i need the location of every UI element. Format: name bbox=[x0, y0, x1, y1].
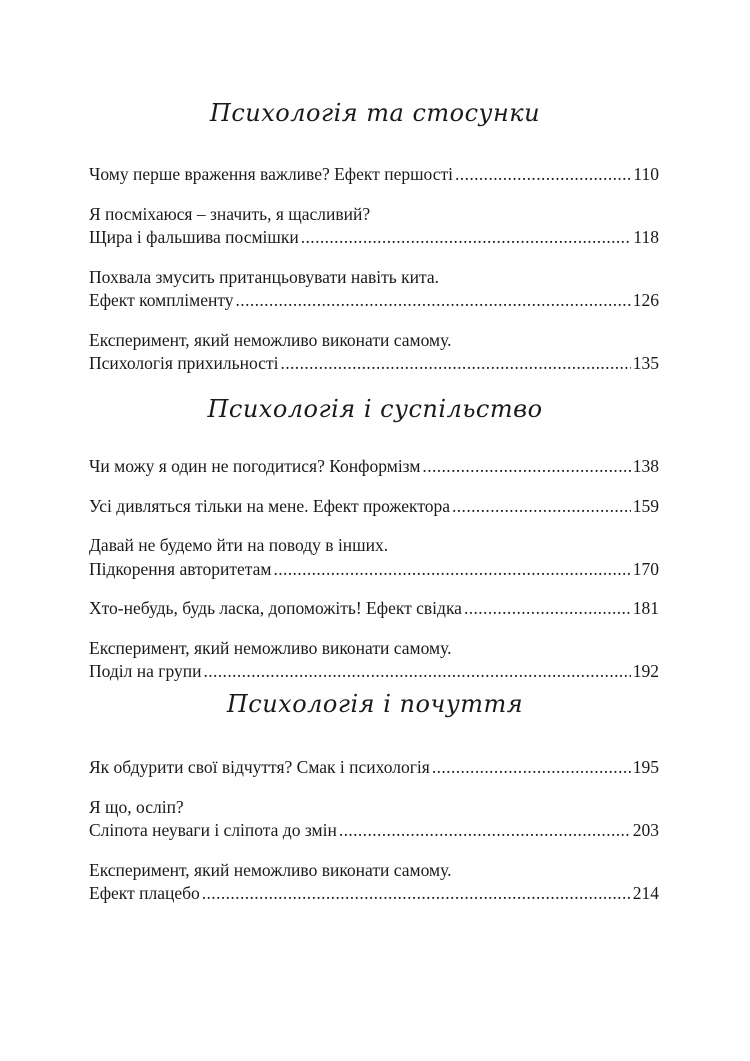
toc-entry-first-line: Давай не будемо йти на поводу в інших. bbox=[89, 535, 389, 555]
toc-entry-title: Ефект компліменту bbox=[89, 290, 234, 310]
page-number: 192 bbox=[632, 661, 659, 681]
toc-entry-first-line: Експеримент, який неможливо виконати самому. bbox=[89, 637, 452, 658]
toc-entry-title: Щира і фальшива посмішки bbox=[89, 227, 299, 247]
toc-entry-line bbox=[89, 819, 659, 843]
toc-entry-line bbox=[89, 455, 659, 479]
page-number: 135 bbox=[632, 353, 659, 373]
dot-leader bbox=[432, 756, 631, 780]
toc-entry-line bbox=[89, 882, 659, 906]
dot-leader bbox=[455, 163, 631, 187]
toc-entry[interactable] bbox=[89, 495, 659, 519]
section-title: Психологія і суспільство bbox=[207, 395, 543, 423]
toc-entry-line bbox=[89, 756, 659, 780]
toc-entry[interactable] bbox=[89, 597, 659, 621]
toc-section-list bbox=[89, 163, 659, 376]
page-number: 181 bbox=[632, 598, 659, 618]
toc-entry[interactable] bbox=[89, 756, 659, 780]
dot-leader bbox=[464, 597, 631, 621]
toc-entry[interactable] bbox=[89, 534, 659, 581]
page-number: 138 bbox=[632, 456, 659, 476]
dot-leader bbox=[452, 495, 631, 519]
toc-entry-line bbox=[89, 163, 659, 187]
page-number: 110 bbox=[633, 164, 659, 184]
section-title: Психологія і почуття bbox=[226, 690, 524, 718]
dot-leader bbox=[273, 558, 630, 582]
page-number: 170 bbox=[632, 558, 659, 579]
toc-entry-first-line: Експеримент, який неможливо виконати самому. bbox=[89, 859, 452, 880]
toc-entry[interactable] bbox=[89, 859, 659, 906]
toc-entry-title: Підкорення авторитетам bbox=[89, 558, 272, 579]
page-number: 214 bbox=[632, 883, 659, 903]
dot-leader bbox=[339, 819, 631, 843]
page-number: 195 bbox=[632, 757, 659, 777]
toc-entry-title: Сліпота неуваги і сліпота до змін bbox=[89, 820, 337, 840]
dot-leader bbox=[301, 226, 632, 250]
dot-leader bbox=[203, 660, 630, 684]
toc-entry[interactable] bbox=[89, 163, 659, 187]
toc-entry[interactable] bbox=[89, 796, 659, 843]
page-number: 159 bbox=[632, 495, 659, 516]
toc-entry-title: Як обдурити свої відчуття? Смак і психологія bbox=[89, 757, 430, 777]
toc-entry-title: Чому перше враження важливе? Ефект першості bbox=[89, 164, 454, 184]
toc-entry[interactable] bbox=[89, 203, 659, 250]
toc-entry[interactable] bbox=[89, 455, 659, 479]
toc-section-list bbox=[89, 756, 659, 906]
dot-leader bbox=[422, 455, 630, 479]
toc-entry-title: Психологія прихильності bbox=[89, 353, 279, 373]
toc-entry[interactable] bbox=[89, 637, 659, 684]
page-number: 203 bbox=[632, 820, 659, 840]
toc-entry-title: Усі дивляться тільки на мене. Ефект прожектора bbox=[89, 495, 450, 516]
toc-entry-first-line: Похвала змусить пританцьовувати навіть кита. bbox=[89, 266, 440, 287]
toc-entry-title: Поділ на групи bbox=[89, 661, 202, 681]
dot-leader bbox=[280, 352, 630, 376]
toc-entry[interactable] bbox=[89, 329, 659, 376]
toc-entry-line bbox=[89, 226, 659, 250]
toc-section-list bbox=[89, 455, 659, 684]
dot-leader bbox=[202, 882, 631, 906]
toc-entry-line bbox=[89, 352, 659, 376]
page-number: 126 bbox=[632, 290, 659, 310]
toc-entry-line bbox=[89, 289, 659, 313]
toc-entry-first-line: Я що, осліп? bbox=[89, 796, 184, 817]
toc-entry-line bbox=[89, 597, 659, 621]
toc-entry[interactable] bbox=[89, 266, 659, 313]
toc-entry-line bbox=[89, 660, 659, 684]
toc-entry-line bbox=[89, 558, 659, 582]
toc-entry-line bbox=[89, 495, 659, 519]
toc-entry-title: Хто-небудь, будь ласка, допоможіть! Ефект свідка bbox=[89, 598, 462, 618]
toc-entry-first-line: Я посміхаюся – значить, я щасливий? bbox=[89, 203, 371, 224]
section-title: Психологія та стосунки bbox=[209, 99, 541, 127]
toc-entry-title: Ефект плацебо bbox=[89, 883, 200, 903]
dot-leader bbox=[236, 289, 631, 313]
toc-entry-title: Чи можу я один не погодитися? Конформізм bbox=[89, 456, 421, 476]
toc-entry-first-line: Експеримент, який неможливо виконати самому. bbox=[89, 329, 452, 350]
page-number: 118 bbox=[633, 227, 659, 247]
